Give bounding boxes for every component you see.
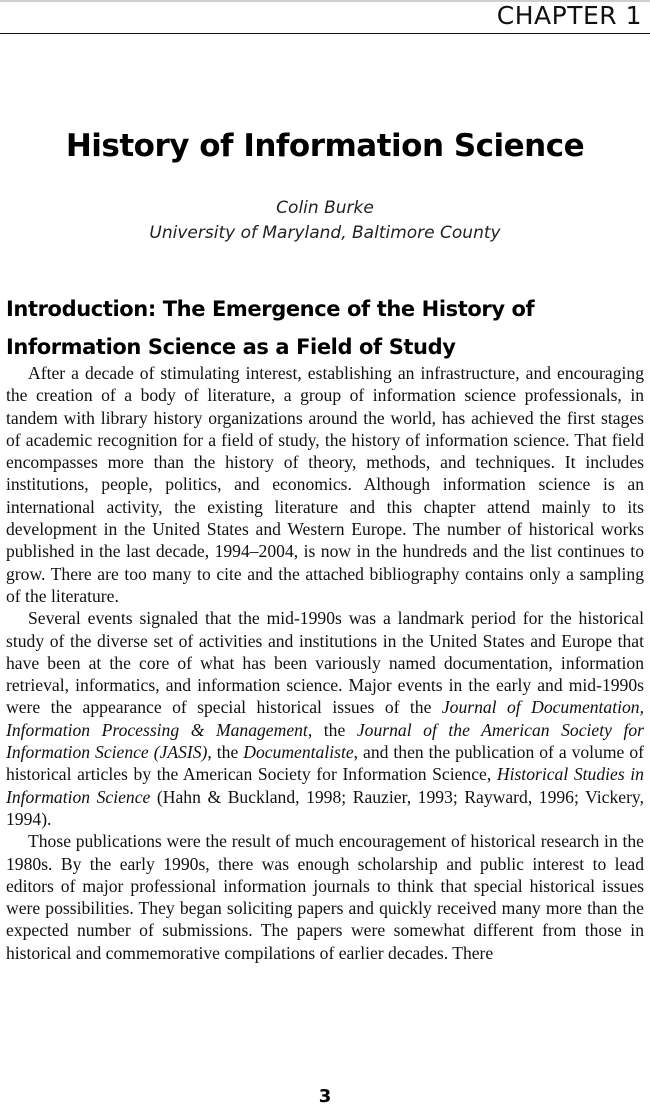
paragraph-2 — [6, 607, 644, 830]
paragraph-2-text-3: , the — [207, 742, 244, 763]
article-title: History of Information Science — [65, 128, 585, 164]
paragraph-2-text-4: , and then the publication of a volume of historical articles by the American Society for Information Science, — [6, 742, 644, 785]
paragraph-2-text-5: (Hahn & Buckland, 1998; Rauzier, 1993; Rayward, 1996; Vickery, 1994). — [6, 786, 644, 829]
author-affiliation: University of Maryland, Baltimore County — [149, 223, 501, 243]
chapter-label: CHAPTER 1 — [496, 1, 642, 30]
page-number: 3 — [318, 1086, 332, 1107]
journal-title-jasis: Journal of the American Society for Information Science (JASIS) — [6, 719, 644, 763]
paragraph-1: After a decade of stimulating interest, establishing an infrastructure, and encouraging the creation of a body of literature, a group of information science professionals, in tandem with library history organizations around the world, has achieved the first stages of academic recognition for a field of study, the history of information science. That field encompasses more than the history of theory, methods, and techniques. It includes institutions, people, politics, and economics. Although information science is an international activity, the existing literature and this chapter attend mainly to its development in the United States and Western Europe. The number of historical works published in the last decade, 1994–2004, is now in the hundreds and the list continues to grow. There are too many to cite and the attached bibliography contains only a sampling of the literature. — [6, 363, 644, 606]
body-text — [6, 362, 644, 964]
paragraph-2-text-1: Several events signaled that the mid-1990s was a landmark period for the historical study of the diverse set of activities and institutions in the United States and Europe that have been at the core of what has been variously named documentation, information retrieval, informatics, and information science. Major events in the early and mid-1990s were the appearance of special historical issues of the — [6, 608, 644, 718]
paragraph-2-text-2: , the — [307, 719, 357, 740]
journal-title-jdoc-ipm: Journal of Documentation, Information Processing & Management — [6, 697, 644, 740]
author-name: Colin Burke — [276, 198, 374, 218]
book-title-historical-studies: Historical Studies in Information Science — [6, 764, 644, 807]
chapter-rule — [0, 33, 650, 34]
paragraph-3: Those publications were the result of much encouragement of historical research in the 1980s. By the early 1990s, there was enough scholarship and public interest to lead editors of major professional information journals to think that special historical issues were possibilities. They began soliciting papers and quickly received many more than the expected number of submissions. The papers were somewhat different from those in historical and commemorative compilations of earlier decades. There — [6, 831, 644, 963]
section-heading: Introduction: The Emergence of the History of Information Science as a Field of Study — [6, 297, 535, 359]
journal-title-documentaliste: Documentaliste — [243, 742, 354, 763]
